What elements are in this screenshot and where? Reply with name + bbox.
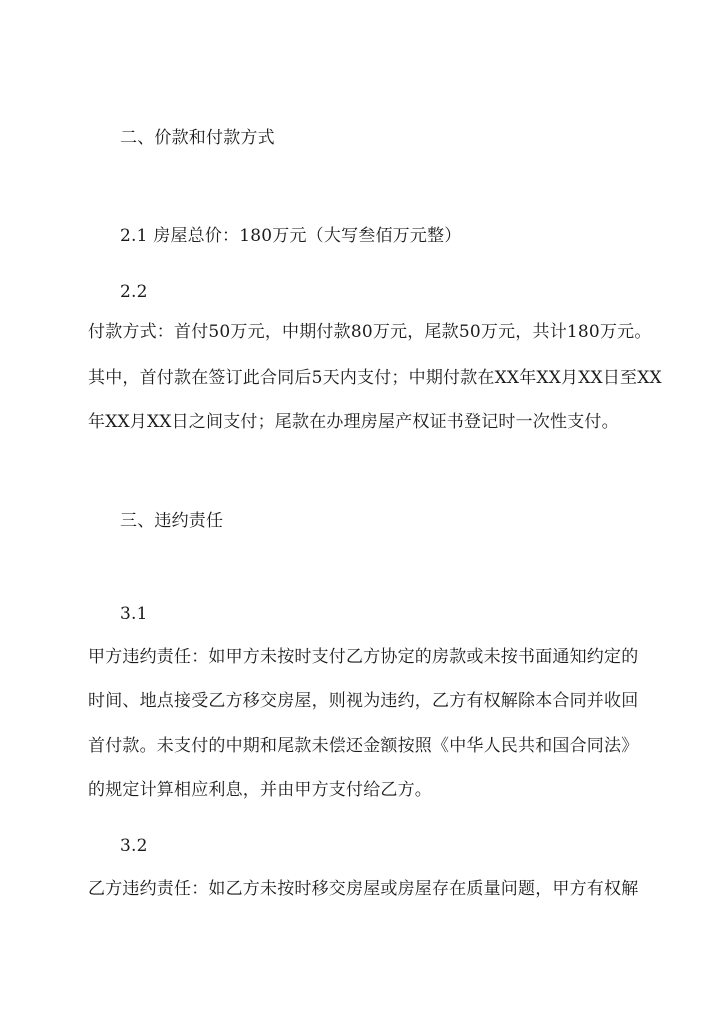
clause-2-2-line: 年XX月XX日之间支付；尾款在办理房屋产权证书登记时一次性支付。 xyxy=(88,412,619,432)
clause-3-1-line: 时间、地点接受乙方移交房屋，则视为违约，乙方有权解除本合同并收回 xyxy=(88,691,639,711)
clause-3-1-line: 甲方违约责任：如甲方未按时支付乙方协定的房款或未按书面通知约定的 xyxy=(88,647,639,667)
clause-2-2-number: 2.2 xyxy=(120,282,148,302)
section-2-heading: 二、价款和付款方式 xyxy=(120,128,275,148)
clause-2-2-line: 其中，首付款在签订此合同后5天内支付；中期付款在XX年XX月XX日至XX xyxy=(88,368,662,388)
clause-3-1-line: 首付款。未支付的中期和尾款未偿还金额按照《中华人民共和国合同法》 xyxy=(88,736,639,756)
clause-3-1-number: 3.1 xyxy=(120,604,148,624)
clause-2-2-line: 付款方式：首付50万元，中期付款80万元，尾款50万元，共计180万元。 xyxy=(88,322,652,342)
section-3-heading: 三、违约责任 xyxy=(120,511,224,531)
clause-3-1-line: 的规定计算相应利息，并由甲方支付给乙方。 xyxy=(88,780,432,800)
clause-3-2-line: 乙方违约责任：如乙方未按时移交房屋或房屋存在质量问题，甲方有权解 xyxy=(88,879,639,899)
clause-3-2-number: 3.2 xyxy=(120,836,148,856)
clause-2-1: 2.1 房屋总价：180万元（大写叁佰万元整） xyxy=(120,226,462,246)
